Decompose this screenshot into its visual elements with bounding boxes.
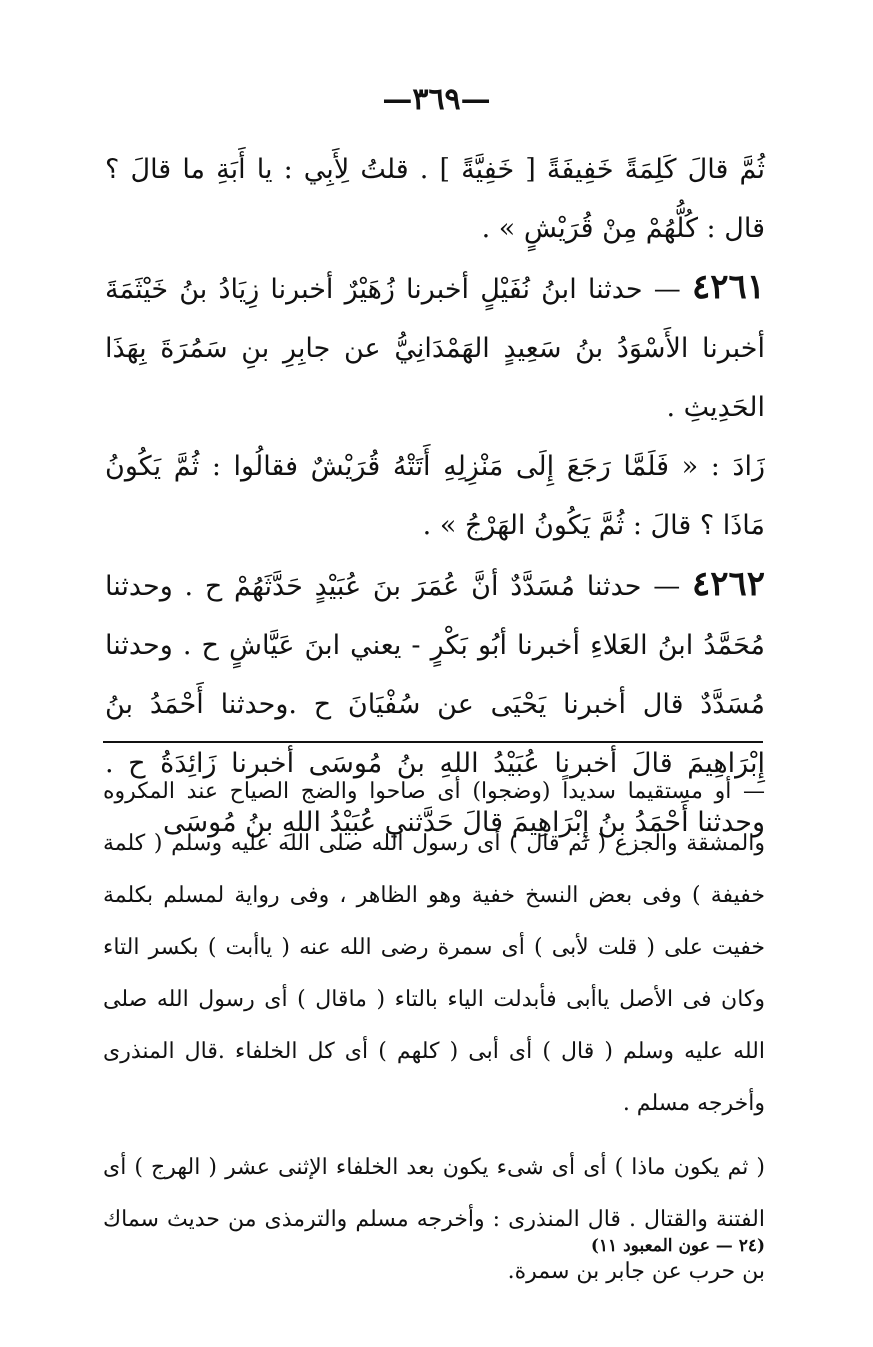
page-number: —٣٦٩— [382, 82, 491, 117]
paragraph-text: — حدثنا مُسَدَّدٌ أنَّ عُمَرَ بنَ عُبَيْدٍ حَدَّثَهُمْ ح . وحدثنا مُحَمَّدُ ابنُ العَلاءِ أخبرنا أبُو بَكْرٍ - يعني ابنَ عَيَّاشٍ ح . وحدثنا مُسَدَّدٌ قال أخبرنا يَحْيَى عن سُفْيَانَ ح .وحدثنا أَحْمَدُ بنُ إِبْرَاهِيمَ قالَ أخبرنا عُبَيْدُ اللهِ بنُ مُوسَى أخبرنا زَائِدَةُ ح . وحدثنا أَحْمَدُ بنُ إِبْرَاهِيمَ قالَ حَدَّثني عُبَيْدُ اللهِ بنُ مُوسَى [105, 571, 765, 838]
paragraph-text: ثُمَّ قالَ كَلِمَةً خَفِيفَةً [ خَفِيَّةً ] . قلتُ لِأَبِي : يا أَبَةِ ما قالَ ؟ قال : كُلُّهُمْ مِنْ قُرَيْشٍ » . [105, 154, 765, 244]
hadith-4261 [105, 258, 765, 437]
commentary-notes [103, 766, 765, 1298]
note-paragraph: ( ثم يكون ماذا ) أى أى شىء يكون بعد الخلفاء الإثنى عشر ( الهرج ) أى الفتنة والقتال . قال المنذرى : وأخرجه مسلم والترمذى من حديث سماك بن حرب عن جابر بن سمرة. [103, 1155, 765, 1284]
note-paragraph: — أو مستقيما سديداً (وضجوا) أى صاحوا والضج الصياح عند المكروه والمشقة والجزع ( ثم قال ) أى رسول الله صلى الله عليه وسلم ( كلمة خفيفة ) وفى بعض النسخ خفية وهو الظاهر ، وفى رواية لمسلم بكلمة خفيت على ( قلت لأبى ) أى سمرة رضى الله عنه ( ياأبت ) بكسر التاء وكان فى الأصل ياأبى فأبدلت الياء بالتاء ( ماقال ) أى رسول الله صلى الله عليه وسلم ( قال ) أى أبى ( كلهم ) أى كل الخلفاء .قال المنذرى وأخرجه مسلم . [103, 779, 765, 1116]
paragraph-text: زَادَ : « فَلَمَّا رَجَعَ إِلَى مَنْزِلِهِ أَتَتْهُ قُرَيْشٌ فقالُوا : ثُمَّ يَكُونُ مَاذَا ؟ قالَ : ثُمَّ يَكُونُ الهَرْجُ » . [105, 451, 765, 541]
paragraph-text: — حدثنا ابنُ نُفَيْلٍ أخبرنا زُهَيْرٌ أخبرنا زِيَادُ بنُ خَيْثَمَةَ أخبرنا الأَسْوَدُ بنُ سَعِيدٍ الهَمْدَانِيُّ عن جابِرِ بنِ سَمُرَةَ بِهَذَا الحَدِيثِ . [105, 274, 765, 423]
main-paragraph [105, 437, 765, 555]
main-paragraph [105, 140, 765, 258]
footnote-divider [103, 741, 763, 743]
hadith-number: ٤٢٦٢ [691, 564, 765, 604]
hadith-number: ٤٢٦١ [691, 267, 765, 307]
main-text [105, 140, 765, 852]
signature-mark: (٢٤ — عون المعبود ١١) [590, 1236, 765, 1256]
